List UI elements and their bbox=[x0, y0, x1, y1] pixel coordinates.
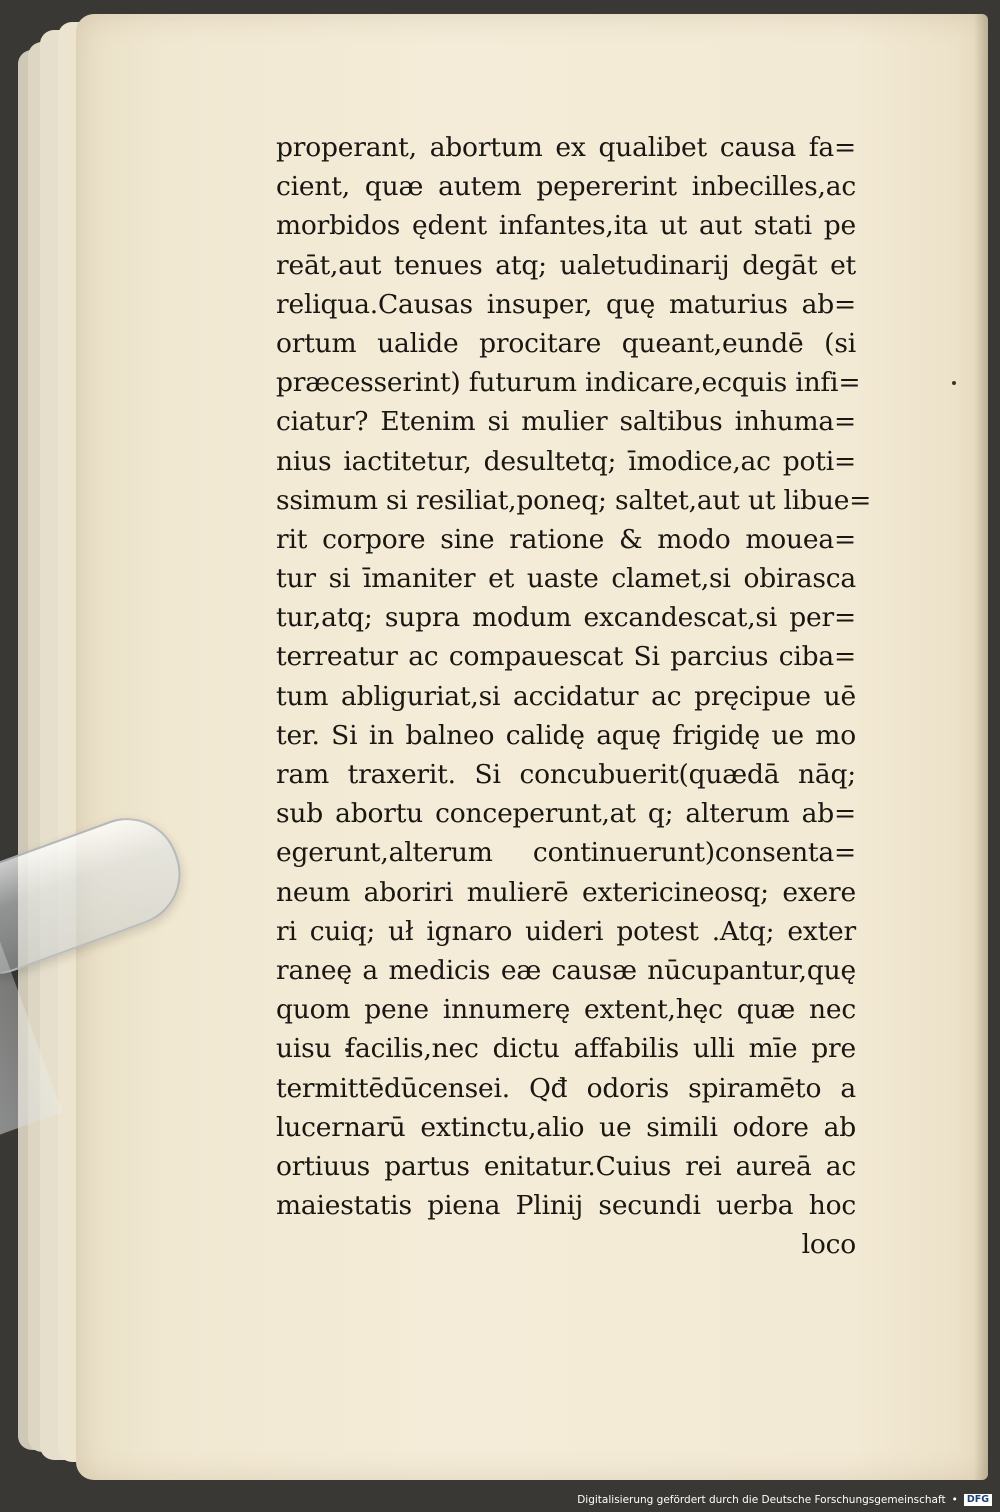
text-line: sub abortu conceperunt,at q; alterum ab= bbox=[276, 798, 856, 830]
text-line: uisu facilis,nec dictu affabilis ulli mīe pre bbox=[276, 1033, 856, 1065]
text-line: tur si īmaniter et uaste clamet,si obirasca bbox=[276, 563, 856, 595]
text-line: egerunt,alterum continuerunt)consenta= bbox=[276, 837, 856, 869]
text-line: tur,atq; supra modum excandescat,si per= bbox=[276, 602, 856, 634]
text-line: præcesserint) futurum indicare,ecquis infi= bbox=[276, 367, 861, 399]
text-line: lucernarū extinctu,alio ue simili odore ab bbox=[276, 1111, 856, 1143]
text-line: ciatur? Etenim si mulier saltibus inhuma= bbox=[276, 406, 856, 438]
text-line: ortiuus partus enitatur.Cuius rei aureā ac bbox=[276, 1150, 856, 1182]
text-line: cient, quæ autem pepererint inbecilles,ac bbox=[276, 171, 856, 203]
text-line: reliqua.Causas insuper, quę maturius ab= bbox=[276, 288, 856, 320]
page-right-edge bbox=[974, 14, 988, 1480]
text-line: nius iactitetur, desultetq; īmodice,ac poti= bbox=[276, 445, 856, 477]
text-line: ortum ualide procitare queant,eundē (si bbox=[276, 327, 856, 359]
text-line: termittēdūcensei. Qđ odoris spiramēto a bbox=[276, 1072, 856, 1104]
dfg-logo-icon: DFG bbox=[964, 1494, 992, 1506]
text-line: quom pene innumerę extent,hęc quæ nec bbox=[276, 994, 856, 1026]
page-text-block bbox=[276, 128, 872, 1264]
catchword: loco bbox=[801, 1229, 856, 1261]
text-line: tum abliguriat,si accidatur ac pręcipue uē bbox=[276, 680, 856, 712]
credit-text: Digitalisierung gefördert durch die Deutsche Forschungsgemeinschaft bbox=[577, 1494, 946, 1506]
text-line: raneę a medicis eæ causæ nūcupantur,quę bbox=[276, 954, 856, 986]
digitization-credit bbox=[577, 1492, 992, 1508]
text-line: reāt,aut tenues atq; ualetudinarij degāt et bbox=[276, 249, 856, 281]
text-line: ri cuiq; uł ignaro uideri potest .Atq; exter bbox=[276, 915, 856, 947]
text-line: rit corpore sine ratione & modo mouea= bbox=[276, 523, 856, 555]
text-line: properant, abortum ex qualibet causa fa= bbox=[276, 132, 856, 163]
text-line: morbidos ędent infantes,ita ut aut stati pe bbox=[276, 210, 856, 242]
text-line: terreatur ac compauescat Si parcius ciba= bbox=[276, 641, 856, 673]
text-line: ram traxerit. Si concubuerit(quædā nāq; bbox=[276, 759, 856, 790]
credit-separator: • bbox=[951, 1494, 958, 1506]
text-line: neum aboriri mulierē extericineosq; exere bbox=[276, 876, 856, 908]
text-line: ter. Si in balneo calidę aquę frigidę ue mo bbox=[276, 719, 856, 751]
text-line: ssimum si resiliat,poneq; saltet,aut ut libue= bbox=[276, 484, 872, 516]
text-line: maiestatis piena Plinij secundi uerba hoc bbox=[276, 1190, 856, 1222]
margin-mark bbox=[952, 381, 956, 385]
